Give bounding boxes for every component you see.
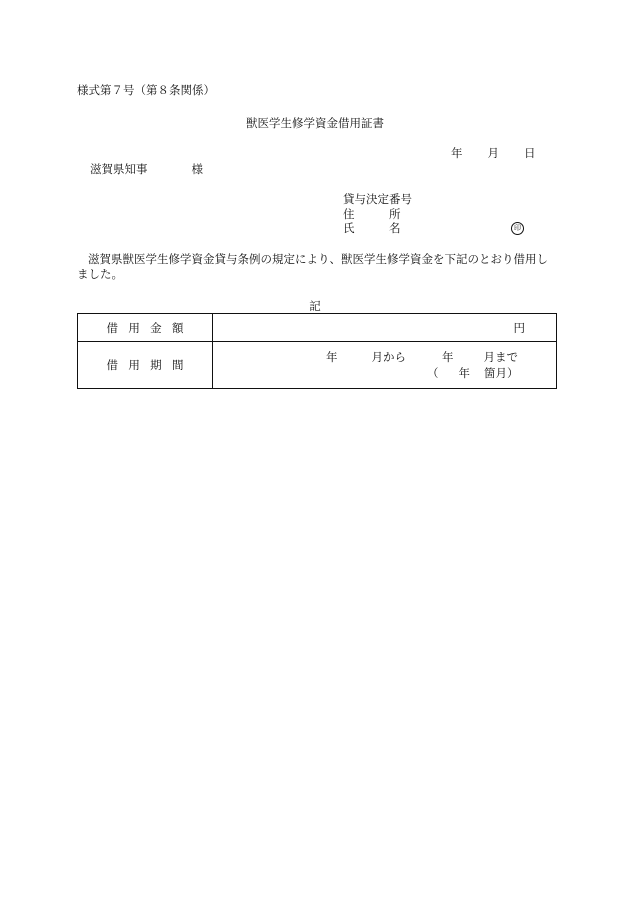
duration-year: 年: [458, 366, 470, 380]
date-line: [451, 145, 536, 161]
document-title: 獣医学生修学資金借用証書: [246, 116, 384, 130]
amount-value-cell: [213, 314, 557, 342]
date-day: 日: [524, 146, 536, 160]
period-value-cell: [213, 342, 557, 389]
address-label: 住 所: [343, 206, 401, 221]
period-to-year: 年: [442, 350, 454, 364]
loan-record-table: [77, 313, 557, 389]
seal-mark: 印: [511, 222, 524, 235]
date-year: 年: [451, 146, 463, 160]
amount-label: 借用金額: [106, 320, 194, 335]
ki-heading: 記: [309, 299, 321, 313]
amount-unit: 円: [513, 320, 525, 335]
decision-number-row: [343, 192, 533, 207]
amount-label-cell: [78, 314, 213, 342]
duration-close: ）: [507, 366, 519, 380]
name-label: 氏 名: [343, 221, 401, 235]
period-from-year: 年: [326, 350, 338, 364]
duration-open: （: [427, 366, 439, 380]
period-row: [78, 342, 557, 389]
name-row: [343, 221, 533, 236]
duration-month: 箇月: [484, 366, 507, 380]
period-to-month: 月まで: [483, 350, 518, 364]
decision-number-label: 貸与決定番号: [343, 192, 412, 206]
date-month: 月: [487, 146, 499, 160]
applicant-block: [343, 192, 533, 236]
form-number: 様式第７号（第８条関係）: [77, 83, 215, 97]
period-from-month: 月から: [371, 350, 406, 364]
address-row: [343, 207, 533, 222]
period-range: [326, 349, 518, 365]
addressee-name: 滋賀県知事: [90, 162, 148, 176]
addressee-honorific: 様: [191, 162, 203, 176]
addressee: [90, 161, 203, 177]
period-duration: [427, 365, 519, 381]
amount-row: [78, 314, 557, 342]
period-label-cell: [78, 342, 213, 389]
body-text: 滋賀県獣医学生修学資金貸与条例の規定により、獣医学生修学資金を下記のとおり借用しました。: [77, 252, 548, 281]
period-label: 借用期間: [106, 358, 194, 372]
